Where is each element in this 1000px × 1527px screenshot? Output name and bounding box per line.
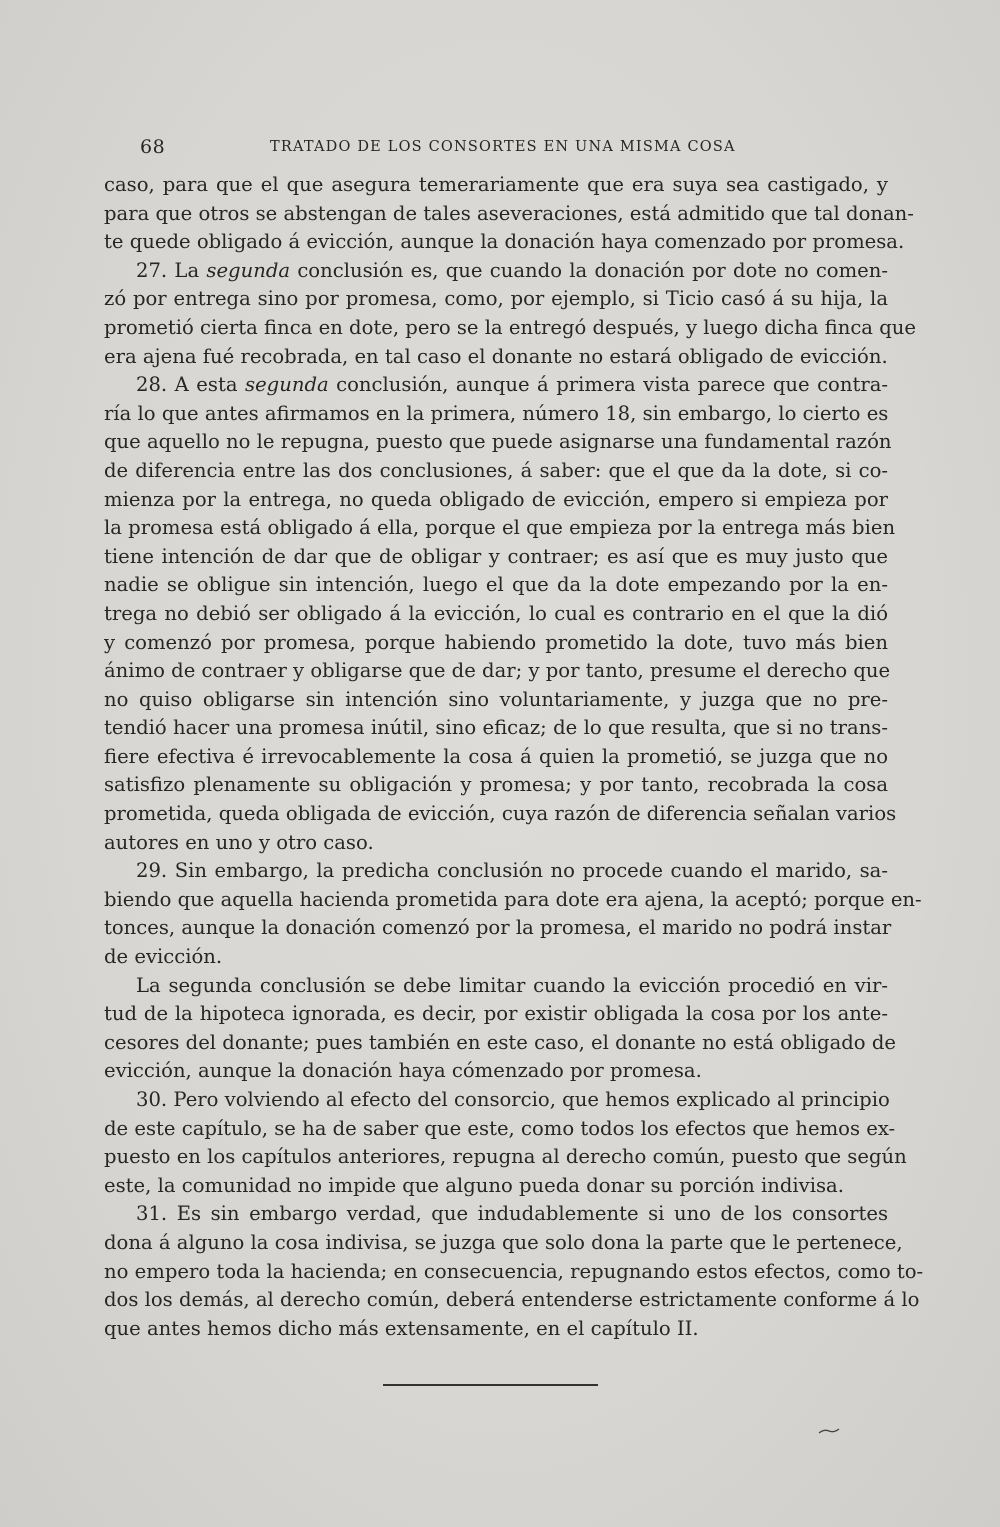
text-line [104,743,888,772]
text-segment: 28. A esta [136,373,246,397]
text-line [104,1143,907,1172]
text-segment: tendió hacer una promesa inútil, sino eficaz; de lo que resulta, que si no trans- [104,716,888,740]
text-line [104,514,896,543]
text-segment: biendo que aquella hacienda prometida para dote era ajena, la aceptó; porque en- [104,887,922,911]
ink-mark [818,1428,840,1434]
text-line [104,1115,896,1144]
text-segment: La segunda conclusión se debe limitar cuando la evicción procedió en vir- [136,973,888,997]
text-segment: mienza por la entrega, no queda obligado de evicción, empero si empieza por [104,487,888,511]
running-head [140,136,880,160]
italic-word: segunda [206,258,291,282]
text-segment: satisfizo plenamente su obligación y promesa; y por tanto, recobrada la cosa [104,773,888,797]
text-line [104,285,888,314]
text-segment: conclusión es, que cuando la donación por dote no comen- [290,258,889,282]
text-segment: trega no debió ser obligado á la evicción, lo cual es contrario en el que la dió [104,601,888,625]
text-line [104,486,888,515]
text-line [104,829,888,858]
italic-word: segunda [245,373,329,397]
text-line [104,1057,888,1086]
text-line [104,457,888,486]
text-segment: 29. Sin embargo, la predicha conclusión no procede cuando el marido, sa- [136,859,888,883]
text-segment: no empero toda la hacienda; en consecuencia, repugnando estos efectos, como to- [104,1259,924,1283]
body-text [104,171,924,1343]
text-segment: ría lo que antes afirmamos en la primera, número 18, sin embargo, lo cierto es [104,401,889,425]
text-line [104,343,888,372]
text-line [104,1000,888,1029]
text-line [104,943,888,972]
text-line [104,543,888,572]
text-line [104,428,892,457]
text-line [104,1086,888,1115]
text-line [104,1172,888,1201]
text-segment: para que otros se abstengan de tales aseveraciones, está admitido que tal donan- [104,201,914,225]
text-line [104,171,888,200]
text-line [104,1258,924,1287]
text-segment: este, la comunidad no impide que alguno pueda donar su porción indivisa. [104,1173,844,1197]
text-segment: prometida, queda obligada de evicción, cuya razón de diferencia señalan varios [104,802,897,826]
text-line [104,200,914,229]
text-segment: fiere efectiva é irrevocablemente la cosa á quien la prometió, se juzga que no [104,744,888,768]
text-line [104,1286,920,1315]
text-segment: prometió cierta finca en dote, pero se la entregó después, y luego dicha finca que [104,315,916,339]
text-segment: ánimo de contraer y obligarse que de dar; y por tanto, presume el derecho que [104,659,891,683]
text-line [104,914,892,943]
text-line [104,600,888,629]
text-segment: que antes hemos dicho más extensamente, en el capítulo II. [104,1316,699,1340]
text-segment: de este capítulo, se ha de saber que este, como todos los efectos que hemos ex- [104,1116,896,1140]
closing-rule [383,1384,598,1386]
text-segment: te quede obligado á evicción, aunque la donación haya comenzado por promesa. [104,230,905,254]
text-line [104,1229,903,1258]
text-line [104,686,888,715]
text-line [104,800,897,829]
text-line [104,257,888,286]
text-segment: evicción, aunque la donación haya cómenzado por promesa. [104,1059,702,1083]
text-segment: conclusión, aunque á primera vista parece que contra- [328,373,888,397]
text-segment: puesto en los capítulos anteriores, repugna al derecho común, puesto que según [104,1145,907,1169]
text-line [104,371,888,400]
text-segment: autores en uno y otro caso. [104,830,374,854]
text-line [104,1029,896,1058]
text-segment: 30. Pero volviendo al efecto del consorcio, que hemos explicado al principio [136,1088,890,1111]
text-line [104,1315,888,1344]
text-segment: dona á alguno la cosa indivisa, se juzga que solo dona la parte que le pertenece, [104,1230,903,1254]
text-segment: y comenzó por promesa, porque habiendo prometido la dote, tuvo más bien [104,630,888,654]
text-line [104,314,916,343]
text-segment: tonces, aunque la donación comenzó por la promesa, el marido no podrá instar [104,916,892,940]
text-segment: dos los demás, al derecho común, deberá entenderse estrictamente conforme á lo [104,1288,920,1312]
text-segment: tud de la hipoteca ignorada, es decir, por existir obligada la cosa por los ante- [104,1002,888,1026]
text-line [104,571,888,600]
running-title: TRATADO DE LOS CONSORTES EN UNA MISMA COSA [270,139,736,155]
text-segment: tiene intención de dar que de obligar y contraer; es así que es muy justo que [104,544,888,568]
text-segment: la promesa está obligado á ella, porque el que empieza por la entrega más bien [104,516,896,540]
page-number: 68 [140,136,166,158]
text-line [104,629,888,658]
text-line [104,771,888,800]
text-line [104,972,888,1001]
text-segment: era ajena fué recobrada, en tal caso el donante no estará obligado de evicción. [104,344,888,368]
text-segment: que aquello no le repugna, puesto que puede asignarse una fundamental razón [104,430,892,454]
text-segment: de evicción. [104,945,223,969]
text-line [104,886,922,915]
text-segment: 27. La [136,258,207,282]
text-line [104,857,888,886]
text-segment: no quiso obligarse sin intención sino voluntariamente, y juzga que no pre- [104,687,888,711]
text-line [104,228,905,257]
text-segment: caso, para que el que asegura temerariamente que era suya sea castigado, y [104,173,888,196]
text-segment: 31. Es sin embargo verdad, que indudablemente si uno de los consortes [136,1202,888,1226]
text-line [104,714,888,743]
text-line [104,657,891,686]
text-line [104,1200,888,1229]
text-line [104,400,888,429]
text-segment: nadie se obligue sin intención, luego el que da la dote empezando por la en- [104,573,888,597]
text-segment: cesores del donante; pues también en este caso, el donante no está obligado de [104,1030,896,1054]
text-segment: de diferencia entre las dos conclusiones, á saber: que el que da la dote, si co- [104,458,888,482]
text-segment: zó por entrega sino por promesa, como, por ejemplo, si Ticio casó á su hija, la [104,287,888,311]
